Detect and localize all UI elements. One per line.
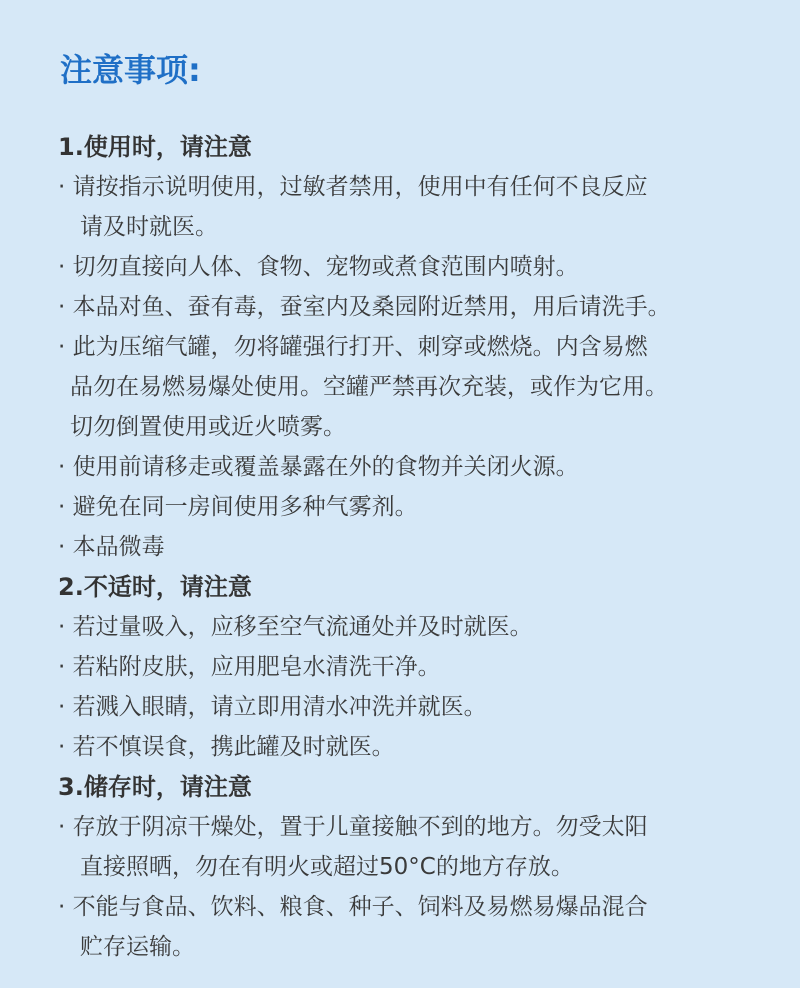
item-line: · 请按指示说明使用，过敏者禁用，使用中有任何不良反应 xyxy=(58,174,648,200)
list-item xyxy=(58,887,788,967)
item-line: · 若粘附皮肤，应用肥皂水清洗干净。 xyxy=(58,654,441,680)
section-heading-discomfort: 2.不适时，请注意 xyxy=(58,573,252,601)
item-line: · 使用前请移走或覆盖暴露在外的食物并关闭火源。 xyxy=(58,454,579,480)
list-item xyxy=(58,807,788,887)
item-line: · 本品对鱼、蚕有毒，蚕室内及桑园附近禁用，用后请洗手。 xyxy=(58,294,671,320)
item-line: · 若溅入眼睛，请立即用清水冲洗并就医。 xyxy=(58,694,487,720)
precautions-content xyxy=(58,127,788,967)
section-heading-usage: 1.使用时，请注意 xyxy=(58,133,252,161)
list-item xyxy=(58,727,788,767)
list-item xyxy=(58,527,788,567)
list-item xyxy=(58,327,788,447)
section-usage xyxy=(58,127,788,567)
item-line: · 存放于阴凉干燥处，置于儿童接触不到的地方。勿受太阳 xyxy=(58,814,648,840)
item-line: · 切勿直接向人体、食物、宠物或煮食范围内喷射。 xyxy=(58,254,579,280)
item-line: · 此为压缩气罐，勿将罐强行打开、刺穿或燃烧。内含易燃 xyxy=(58,334,648,360)
list-item xyxy=(58,287,788,327)
item-line: 品勿在易燃易爆处使用。空罐严禁再次充装，或作为它用。 xyxy=(70,374,668,400)
section-discomfort xyxy=(58,567,788,767)
item-line: 请及时就医。 xyxy=(80,214,218,240)
list-item xyxy=(58,447,788,487)
item-line: · 不能与食品、饮料、粮食、种子、饲料及易燃易爆品混合 xyxy=(58,894,648,920)
item-line: · 本品微毒 xyxy=(58,534,165,560)
list-item xyxy=(58,607,788,647)
section-storage xyxy=(58,767,788,967)
item-line: 切勿倒置使用或近火喷雾。 xyxy=(70,414,346,440)
item-line: 贮存运输。 xyxy=(80,934,195,960)
list-item xyxy=(58,687,788,727)
page-title: 注意事项: xyxy=(60,51,201,89)
item-line: · 避免在同一房间使用多种气雾剂。 xyxy=(58,494,418,520)
list-item xyxy=(58,647,788,687)
list-item xyxy=(58,487,788,527)
item-line: · 若不慎误食，携此罐及时就医。 xyxy=(58,734,395,760)
list-item xyxy=(58,247,788,287)
section-heading-storage: 3.储存时，请注意 xyxy=(58,773,252,801)
item-line: · 若过量吸入，应移至空气流通处并及时就医。 xyxy=(58,614,533,640)
list-item xyxy=(58,167,788,247)
item-line: 直接照晒，勿在有明火或超过50°C的地方存放。 xyxy=(80,854,574,880)
